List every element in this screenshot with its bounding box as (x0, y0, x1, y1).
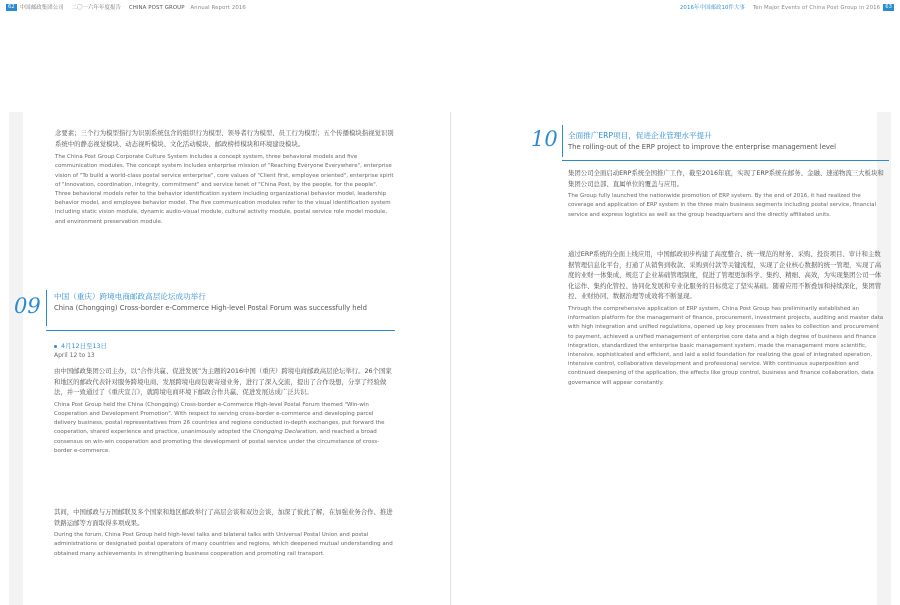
page-spine (450, 112, 451, 605)
report-title-en: Annual Report 2016 (190, 5, 246, 11)
forum-p1-en (54, 401, 394, 456)
bullet-icon (54, 345, 57, 348)
section-divider (562, 125, 563, 157)
page-number: 62 (8, 4, 15, 10)
company-name-en: CHINA POST GROUP (128, 5, 185, 11)
forum-paragraph-2 (54, 507, 394, 559)
section-title-zh: 中国（重庆）跨境电商邮政高层论坛成功举行 (54, 292, 206, 301)
company-name-zh: 中国邮政集团公司 (19, 5, 64, 11)
forum-p1-zh: 由中国邮政集团公司主办，以“合作共赢、促进发展”为主题的2016中国（重庆）跨境电商邮政高层论坛举行。26个国家和地区的邮政代表针对服务跨境电商、发展跨境电商包裹寄递业务，进行了深入交流，提出了合作设想，分享了经验做法，并一致通过了《重庆宣言》，就跨境电商环境下邮政合作共赢、促进发展达成广泛共识。 (54, 367, 392, 397)
section-rule (562, 160, 889, 161)
erp-p1-en: The Group fully launched the nationwide promotion of ERP system. By the end of 2016, it had realized the coverage and application of ERP system in the three main business segments including postal service, financial service and express logistics as well as the group headquarters and the directly affiliated units. (568, 193, 877, 218)
section-divider (46, 290, 47, 326)
section-header-zh: 2016年中国邮政10件大事 (679, 5, 745, 11)
chongqing-declaration: Chongqing Declaration (253, 429, 317, 436)
forum-p1-en-a: China Post Group held the China (Chongqing) Cross-border e-Commerce High-level Postal Forum themed "Win-win Cooperation and Development Promotion". With respect to serving cross-border e-commerce and developing parcel delivery business, postal representatives from 26 countries and regions conducted in-depth exchanges, put forward the cooperation, shared experience and practice, unanimously adopted the (54, 401, 385, 436)
culture-intro (55, 128, 395, 227)
erp-p1-zh: 集团公司全面启动ERP系统全国推广工作，截至2016年底，实现了ERP系统在邮务、金融、速递物流三大板块和集团公司总部、直属单位的覆盖与应用。 (568, 169, 884, 188)
date-zh-text: 4月12日至13日 (61, 342, 107, 350)
forum-p2-en: During the forum, China Post Group held high-level talks and bilateral talks with Universal Postal Union and postal administrations or designated postal operators of many countries and regions, which deepened mutual understanding and obtained many achievements in strengthening business cooperation and promoting rail transport. (54, 532, 393, 557)
erp-p2-en: Through the comprehensive application of ERP system, China Post Group has preliminarily established an information platform for the management of finance, procurement, investment projects, auditing and master data with high integration and unified regulations, opened up key processes from sales to collection and procurement to payment, achieved a unified management of enterprise core data and a high degree of business and finance integration, standardized the enterprise basic management system, made the management more scientific, intensive, sophisticated and efficient, and laid a solid foundation for realizing the goal of integrated operation, intensive control, collaborative development and professional service. With continuous superposition and continued deepening of the application, the effects like group control, business and finance collaboration, data governance will appear constantly. (568, 305, 884, 386)
section-rule (46, 330, 395, 331)
intro-zh: 念要素；三个行为模型指行为识别系统包含的组织行为模型、领导者行为模型、员工行为模型；五个传播模块指视觉识别系统中的静态视觉模块、动态视听模块、文化活动模块、邮政榜样模块和环境建设模块。 (55, 129, 394, 148)
page-header-right (680, 3, 894, 11)
section-title-en: The rolling-out of the ERP project to improve the enterprise management level (568, 143, 836, 151)
section-title-en: China (Chongqing) Cross-border e-Commerce High-level Postal Forum was successfully held (54, 304, 367, 312)
section-title-zh: 全面推广ERP项目，促进企业管理水平提升 (568, 131, 712, 140)
event-date-en: April 12 to 13 (54, 352, 95, 359)
forum-p1-en-b: , and reached a broad consensus on win-win cooperation and promoting the development of postal service under the circumstance of cross-border e-commerce. (54, 429, 380, 454)
section-number: 10 (531, 127, 558, 151)
report-title-zh: 二〇一六年年度报告 (71, 5, 121, 11)
section-header-en: Ten Major Events of China Post Group in 2016 (752, 5, 881, 11)
erp-paragraph-2 (568, 249, 884, 388)
forum-p2-zh: 其间，中国邮政与万国邮联及多个国家和地区邮政举行了高层会谈和双边会谈，加深了彼此了解，在加强业务合作、推进铁路运邮等方面取得多项成果。 (54, 508, 393, 527)
event-date-zh (54, 341, 107, 350)
erp-p2-zh: 通过ERP系统的全面上线应用，中国邮政初步构建了高度整合、统一规范的财务、采购、投资项目、审计和主数据管理信息化平台，打通了从销售到收款、采购到付款等关键流程，实现了企业核心数据的统一管理，实现了高度的业财一体集成，规范了企业基础管理制度，促进了管理更加科学、集约、精细、高效，为实现集团公司一体化运作、集约化管控、协同化发展和专业化服务的目标奠定了坚实基础。随着应用不断叠加和持续深化，集团管控、业财协同、数据治理等成效将不断显现。 (568, 250, 882, 301)
forum-paragraph-1 (54, 366, 394, 456)
section-number: 09 (14, 294, 41, 318)
intro-en: The China Post Group Corporate Culture System includes a concept system, three behavioral models and five communication modules. The concept system includes enterprise mission of "Reaching Everyone Everywhere", enterprise vision of "To build a world-class postal service enterprise", core values of "Client first, employee oriented", enterprise spirit of "Innovation, coordination, integrity, commitment" and service tenet of "China Post, by the people, for the people". Three behavioral models refer to the behavior identification system including organizational behavior model, leadership behavior model, and employee behavior model. The five communication modules refer to the visual identification system including static vision module, dynamic audio-visual module, cultural activity module, postal service role model module, and environment preservation module. (55, 154, 394, 225)
page-number: 63 (885, 4, 892, 10)
left-margin-panel (9, 112, 23, 605)
erp-paragraph-1 (568, 168, 884, 220)
page-header-left (6, 3, 246, 11)
